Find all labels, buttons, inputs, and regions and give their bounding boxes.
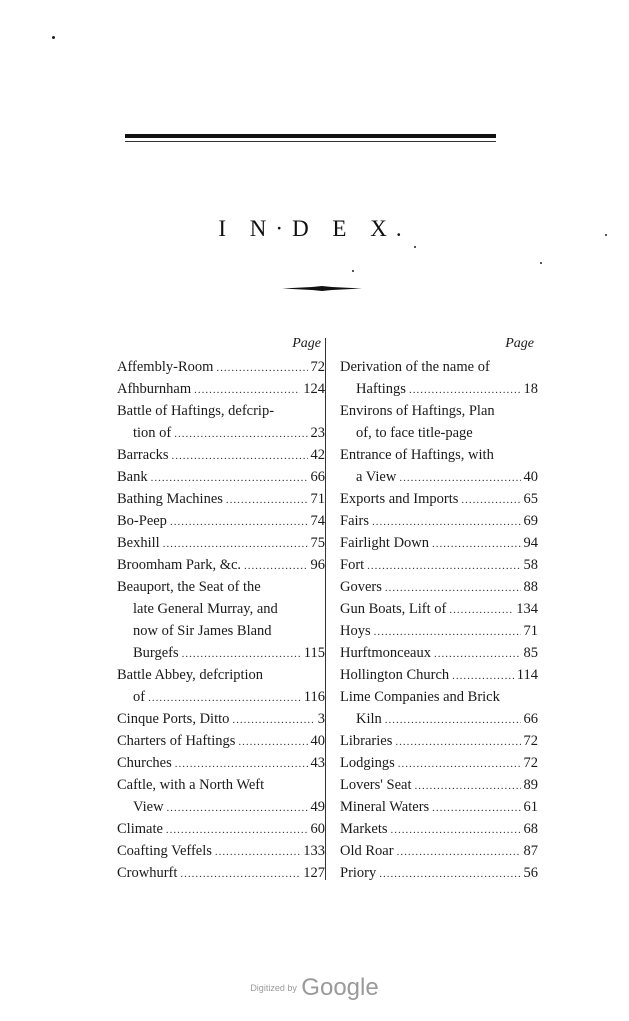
entry-line <box>340 400 538 422</box>
index-entry <box>340 554 538 576</box>
entry-text: Libraries <box>340 733 393 749</box>
page-title: I N·D E X. <box>218 216 411 241</box>
leader-dots <box>432 797 520 819</box>
entry-line <box>340 378 538 400</box>
entry-text: Churches <box>117 755 172 771</box>
entry-text: tion of <box>133 425 172 441</box>
entry-line <box>340 356 538 378</box>
leader-dots <box>409 379 521 401</box>
ink-speck <box>352 270 354 272</box>
leader-dots <box>167 797 308 819</box>
entry-text: Gun Boats, Lift of <box>340 601 447 617</box>
leader-dots <box>151 467 308 489</box>
page-number: 60 <box>310 821 325 837</box>
entry-line <box>117 708 325 730</box>
index-entry <box>117 488 325 510</box>
index-entry <box>117 774 325 818</box>
leader-dots <box>397 841 521 863</box>
entry-line <box>340 466 538 488</box>
entry-line <box>340 840 538 862</box>
page-number: 74 <box>310 513 325 529</box>
index-entry <box>340 730 538 752</box>
entry-text: Caftle, with a North Weft <box>117 777 265 793</box>
index-entry <box>340 400 538 444</box>
page-number: 58 <box>523 557 538 573</box>
index-entry <box>117 378 325 400</box>
index-entry <box>340 356 538 400</box>
entry-text: Cinque Ports, Ditto <box>117 711 230 727</box>
leader-dots <box>379 863 520 885</box>
leader-dots <box>215 841 300 863</box>
page-number: 42 <box>310 447 325 463</box>
page-number: 68 <box>523 821 538 837</box>
page-number: 127 <box>303 865 325 881</box>
leader-dots <box>172 445 308 467</box>
leader-dots <box>449 599 513 621</box>
page-number: 94 <box>523 535 538 551</box>
index-entry <box>117 862 325 884</box>
page-number: 124 <box>303 381 325 397</box>
index-entry <box>117 554 325 576</box>
entry-line <box>340 444 538 466</box>
leader-dots <box>398 753 521 775</box>
page-number: 56 <box>523 865 538 881</box>
leader-dots <box>175 753 308 775</box>
entry-text: Mineral Waters <box>340 799 430 815</box>
page-number: 71 <box>523 623 538 639</box>
entry-line <box>117 554 325 576</box>
leader-dots <box>391 819 521 841</box>
leader-dots <box>238 731 307 753</box>
entry-text: Entrance of Haftings, with <box>340 447 494 463</box>
entry-text: Climate <box>117 821 163 837</box>
leader-dots <box>148 687 301 709</box>
entry-line <box>117 400 325 422</box>
entry-text: Old Roar <box>340 843 394 859</box>
entry-line <box>117 686 325 708</box>
page-number: 75 <box>310 535 325 551</box>
entry-line <box>340 642 538 664</box>
index-entry <box>340 598 538 620</box>
entry-line <box>117 840 325 862</box>
entry-line <box>117 444 325 466</box>
leader-dots <box>432 533 520 555</box>
digitized-label: Digitized by <box>250 983 297 993</box>
entry-line <box>117 642 325 664</box>
entry-line <box>117 466 325 488</box>
google-brand: Google <box>301 974 379 1001</box>
index-entry <box>117 664 325 708</box>
index-entry <box>117 730 325 752</box>
page-number: 114 <box>516 667 538 683</box>
entry-line <box>340 818 538 840</box>
entry-line <box>340 730 538 752</box>
index-entry <box>117 818 325 840</box>
entry-list <box>340 356 538 884</box>
entry-text: Environs of Haftings, Plan <box>340 403 495 419</box>
page-number: 3 <box>317 711 325 727</box>
page-number: 61 <box>523 799 538 815</box>
leader-dots <box>174 423 307 445</box>
entry-line <box>117 378 325 400</box>
index-entry <box>117 752 325 774</box>
leader-dots <box>452 665 514 687</box>
entry-text: Bexhill <box>117 535 160 551</box>
index-entry <box>340 686 538 730</box>
entry-line <box>117 730 325 752</box>
entry-line <box>340 774 538 796</box>
entry-line <box>340 752 538 774</box>
index-entry <box>117 532 325 554</box>
entry-list <box>117 356 325 884</box>
entry-text: Crowhurft <box>117 865 178 881</box>
entry-line <box>117 620 325 642</box>
entry-line <box>117 488 325 510</box>
page-number: 88 <box>523 579 538 595</box>
entry-text: Derivation of the name of <box>340 359 490 375</box>
page-number: 43 <box>310 755 325 771</box>
entry-line <box>340 532 538 554</box>
top-double-rule <box>125 134 496 142</box>
entry-line <box>340 554 538 576</box>
title-ornament-rule <box>282 286 362 291</box>
leader-dots <box>216 357 307 379</box>
entry-line <box>340 686 538 708</box>
entry-text: Bathing Machines <box>117 491 223 507</box>
index-column-left <box>117 336 325 884</box>
index-entry <box>117 400 325 444</box>
entry-text: Fairlight Down <box>340 535 430 551</box>
page-number: 72 <box>310 359 325 375</box>
page-number: 133 <box>303 843 325 859</box>
page-number: 65 <box>523 491 538 507</box>
index-entry <box>340 664 538 686</box>
entry-text: Hollington Church <box>340 667 450 683</box>
page-number: 72 <box>523 755 538 771</box>
page-number: 71 <box>310 491 325 507</box>
index-entry <box>117 466 325 488</box>
index-entry <box>117 576 325 664</box>
entry-line <box>117 796 325 818</box>
entry-line <box>340 796 538 818</box>
page-number: 18 <box>523 381 538 397</box>
leader-dots <box>395 731 520 753</box>
index-entry <box>340 840 538 862</box>
entry-text: Bo-Peep <box>117 513 167 529</box>
leader-dots <box>182 643 301 665</box>
leader-dots <box>374 621 521 643</box>
index-column-right <box>340 336 538 884</box>
page-number: 23 <box>310 425 325 441</box>
entry-text: Fairs <box>340 513 369 529</box>
index-entry <box>340 818 538 840</box>
index-entry <box>340 862 538 884</box>
leader-dots <box>385 709 521 731</box>
index-entry <box>117 510 325 532</box>
entry-text: of <box>133 689 146 705</box>
index-entry <box>340 532 538 554</box>
entry-text: late General Murray, and <box>133 601 278 617</box>
index-entry <box>340 642 538 664</box>
page-number: 87 <box>523 843 538 859</box>
entry-text: Lime Companies and Brick <box>340 689 500 705</box>
entry-line <box>340 708 538 730</box>
entry-line <box>117 510 325 532</box>
entry-line <box>117 664 325 686</box>
index-entry <box>340 752 538 774</box>
page-number: 115 <box>303 645 325 661</box>
page-number: 66 <box>523 711 538 727</box>
page-number: 40 <box>310 733 325 749</box>
entry-line <box>117 598 325 620</box>
entry-text: Broomham Park, &c. <box>117 557 242 573</box>
page-column-heading: Page <box>292 336 321 351</box>
leader-dots <box>367 555 520 577</box>
page-number: 72 <box>523 733 538 749</box>
entry-text: Barracks <box>117 447 169 463</box>
entry-line <box>117 576 325 598</box>
page-number: 134 <box>516 601 538 617</box>
entry-text: Govers <box>340 579 382 595</box>
entry-text: Hoys <box>340 623 371 639</box>
index-entry <box>340 444 538 488</box>
entry-line <box>117 356 325 378</box>
index-entry <box>117 356 325 378</box>
page-number: 69 <box>523 513 538 529</box>
entry-text: Battle Abbey, defcription <box>117 667 264 683</box>
page-column-heading: Page <box>505 336 534 351</box>
leader-dots <box>434 643 521 665</box>
ink-speck <box>540 262 542 264</box>
leader-dots <box>226 489 308 511</box>
entry-text: Burgefs <box>133 645 179 661</box>
leader-dots <box>163 533 308 555</box>
entry-text: Afhburnham <box>117 381 192 397</box>
entry-line <box>340 598 538 620</box>
index-entry <box>117 444 325 466</box>
entry-text: Coafting Veffels <box>117 843 212 859</box>
leader-dots <box>232 709 314 731</box>
index-entry <box>340 796 538 818</box>
entry-text: Exports and Imports <box>340 491 459 507</box>
digitized-watermark <box>0 974 629 1002</box>
column-divider <box>325 338 326 880</box>
index-entry <box>340 488 538 510</box>
entry-line <box>340 620 538 642</box>
entry-text: Affembly-Room <box>117 359 214 375</box>
entry-line <box>117 422 325 444</box>
entry-line <box>117 818 325 840</box>
entry-text: of, to face title-page <box>356 425 473 441</box>
leader-dots <box>414 775 520 797</box>
index-entry <box>117 708 325 730</box>
leader-dots <box>180 863 300 885</box>
page-number: 116 <box>303 689 325 705</box>
entry-text: Lodgings <box>340 755 395 771</box>
index-entry <box>340 774 538 796</box>
leader-dots <box>372 511 521 533</box>
leader-dots <box>166 819 308 841</box>
entry-text: Lovers' Seat <box>340 777 412 793</box>
leader-dots <box>399 467 520 489</box>
entry-text: Battle of Haftings, defcrip- <box>117 403 275 419</box>
entry-text: Markets <box>340 821 388 837</box>
index-entry <box>340 576 538 598</box>
entry-line <box>340 488 538 510</box>
index-entry <box>340 620 538 642</box>
page-number: 96 <box>310 557 325 573</box>
entry-text: Beauport, the Seat of the <box>117 579 261 595</box>
entry-line <box>117 774 325 796</box>
entry-line <box>117 752 325 774</box>
entry-line <box>340 862 538 884</box>
index-entry <box>117 840 325 862</box>
entry-text: a View <box>356 469 397 485</box>
entry-line <box>340 576 538 598</box>
entry-text: now of Sir James Bland <box>133 623 272 639</box>
entry-text: Bank <box>117 469 148 485</box>
entry-line <box>117 532 325 554</box>
leader-dots <box>385 577 521 599</box>
leader-dots <box>194 379 300 401</box>
entry-line <box>340 422 538 444</box>
entry-text: View <box>133 799 164 815</box>
page-number: 85 <box>523 645 538 661</box>
page-number: 66 <box>310 469 325 485</box>
index-entry <box>340 510 538 532</box>
entry-text: Charters of Haftings <box>117 733 236 749</box>
leader-dots <box>461 489 520 511</box>
page-number: 89 <box>523 777 538 793</box>
ink-speck <box>414 246 416 248</box>
entry-text: Haftings <box>356 381 406 397</box>
entry-text: Hurftmonceaux <box>340 645 431 661</box>
entry-text: Fort <box>340 557 365 573</box>
leader-dots <box>244 555 307 577</box>
entry-text: Kiln <box>356 711 382 727</box>
page-number: 49 <box>310 799 325 815</box>
leader-dots <box>170 511 308 533</box>
entry-line <box>117 862 325 884</box>
entry-text: Priory <box>340 865 377 881</box>
entry-line <box>340 664 538 686</box>
ink-speck <box>52 36 55 39</box>
entry-line <box>340 510 538 532</box>
page-number: 40 <box>523 469 538 485</box>
